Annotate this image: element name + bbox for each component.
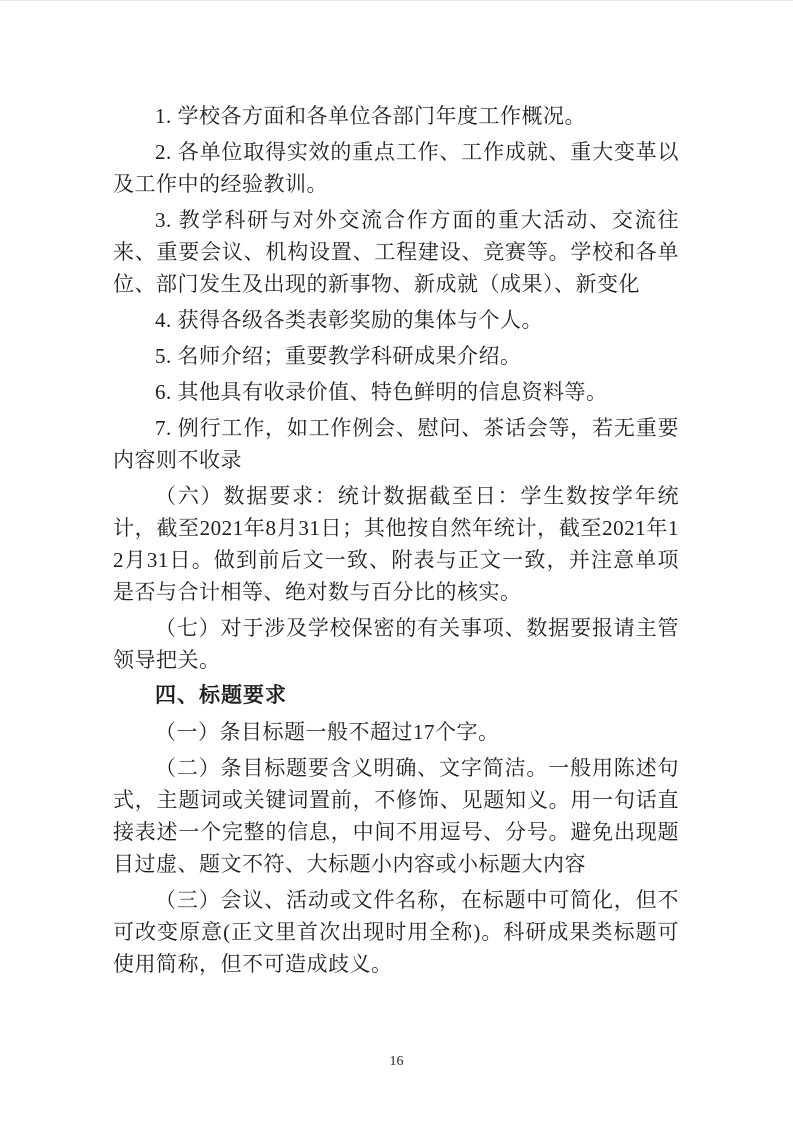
paragraph-data-requirements: （六）数据要求：统计数据截至日：学生数按学年统计，截至2021年8月31日；其他按自然年统计，截至2021年12月31日。做到前后文一致、附表与正文一致，并注意单项是否与合计相等、绝对数与百分比的核实。	[113, 484, 679, 604]
paragraph-item-2: 2. 各单位取得实效的重点工作、工作成就、重大变革以及工作中的经验教训。	[113, 140, 679, 196]
page-number: 16	[389, 1054, 404, 1069]
paragraph-item-6: 6. 其他具有收录价值、特色鲜明的信息资料等。	[155, 380, 608, 404]
paragraph-item-5: 5. 名师介绍；重要教学科研成果介绍。	[155, 344, 522, 368]
paragraph-title-rule-3: （三）会议、活动或文件名称，在标题中可简化，但不可改变原意(正文里首次出现时用全称)。科研成果类标题可使用简称，但不可造成歧义。	[113, 888, 679, 976]
document-body	[113, 100, 679, 984]
paragraph-item-3: 3. 教学科研与对外交流合作方面的重大活动、交流往来、重要会议、机构设置、工程建设、竞赛等。学校和各单位、部门发生及出现的新事物、新成就（成果）、新变化	[113, 208, 679, 296]
paragraph-title-rule-2: （二）条目标题要含义明确、文字简洁。一般用陈述句式，主题词或关键词置前，不修饰、见题知义。用一句话直接表述一个完整的信息，中间不用逗号、分号。避免出现题目过虚、题文不符、大标题小内容或小标题大内容	[113, 756, 679, 876]
paragraph-item-1: 1. 学校各方面和各单位各部门年度工作概况。	[155, 104, 586, 128]
paragraph-title-rule-1: （一）条目标题一般不超过17个字。	[155, 720, 500, 744]
paragraph-item-4: 4. 获得各级各类表彰奖励的集体与个人。	[155, 308, 543, 332]
paragraph-item-7: 7. 例行工作，如工作例会、慰问、茶话会等，若无重要内容则不收录	[113, 416, 679, 472]
paragraph-confidentiality: （七）对于涉及学校保密的有关事项、数据要报请主管领导把关。	[113, 616, 679, 672]
section-heading-title-requirements: 四、标题要求	[155, 684, 287, 707]
